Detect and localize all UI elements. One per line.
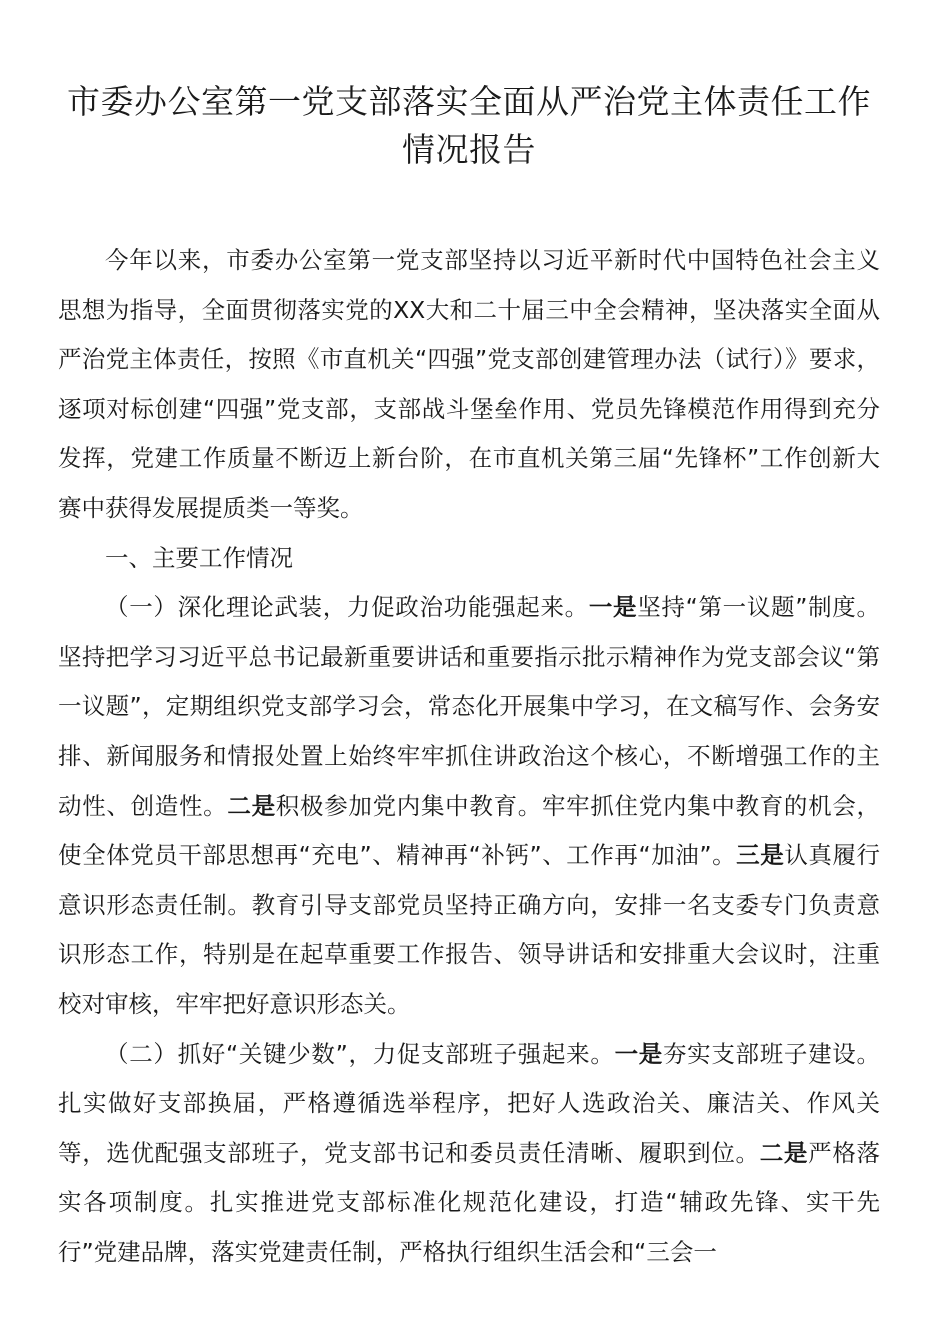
subsection-1-paragraph <box>58 583 880 1029</box>
point-text: 认真履行意识形态责任制。教育引导支部党员坚持正确方向，安排一名支委专门负责意识形态工作，特别是在起草重要工作报告、领导讲话和安排重大会议时，注重校对审核，牢牢把好意识形态关。 <box>58 841 881 1018</box>
document-title: 市委办公室第一党支部落实全面从严治党主体责任工作情况报告 <box>67 82 871 169</box>
point-keyword: 一是 <box>614 1039 663 1068</box>
subsection-2-lead: （二）抓好“关键少数”，力促支部班子强起来。 <box>105 1039 615 1068</box>
intro-paragraph: 今年以来，市委办公室第一党支部坚持以习近平新时代中国特色社会主义思想为指导，全面贯彻落实党的XX大和二十届三中全会精神，坚决落实全面从严治党主体责任，按照《市直机关“四强”党支部创建管理办法（试行）》要求，逐项对标创建“四强”党支部，支部战斗堡垒作用、党员先锋模范作用得到充分发挥，党建工作质量不断迈上新台阶，在市直机关第三届“先锋杯”工作创新大赛中获得发展提质类一等奖。 <box>58 246 880 522</box>
point-keyword: 二是 <box>227 791 276 820</box>
section-heading: 一、主要工作情况 <box>105 543 293 572</box>
point-keyword: 一是 <box>588 593 638 622</box>
point-keyword: 三是 <box>736 841 785 870</box>
document-body <box>58 236 880 1277</box>
subsection-1-lead: （一）深化理论武装，力促政治功能强起来。 <box>105 593 589 622</box>
point-text: 夯实支部班子建设。扎实做好支部换届，严格遵循选举程序，把好人选政治关、廉洁关、作风关等，选优配强支部班子，党支部书记和委员责任清晰、履职到位。 <box>58 1039 881 1167</box>
subsection-2-paragraph <box>58 1030 880 1278</box>
point-text: 积极参加党内集中教育。牢牢抓住党内集中教育的机会，使全体党员干部思想再“充电”、精神再“补钙”、工作再“加油”。 <box>58 791 881 870</box>
point-text: 坚持“第一议题”制度。坚持把学习习近平总书记最新重要讲话和重要指示批示精神作为党支部会议“第一议题”，定期组织党支部学习会，常态化开展集中学习，在文稿写作、会务安排、新闻服务和情报处置上始终牢牢抓住讲政治这个核心，不断增强工作的主动性、创造性。 <box>58 593 881 820</box>
point-text: 严格落实各项制度。扎实推进党支部标准化规范化建设，打造“辅政先锋、实干先行”党建品牌，落实党建责任制，严格执行组织生活会和“三会一 <box>58 1138 881 1266</box>
point-keyword: 二是 <box>759 1138 809 1167</box>
